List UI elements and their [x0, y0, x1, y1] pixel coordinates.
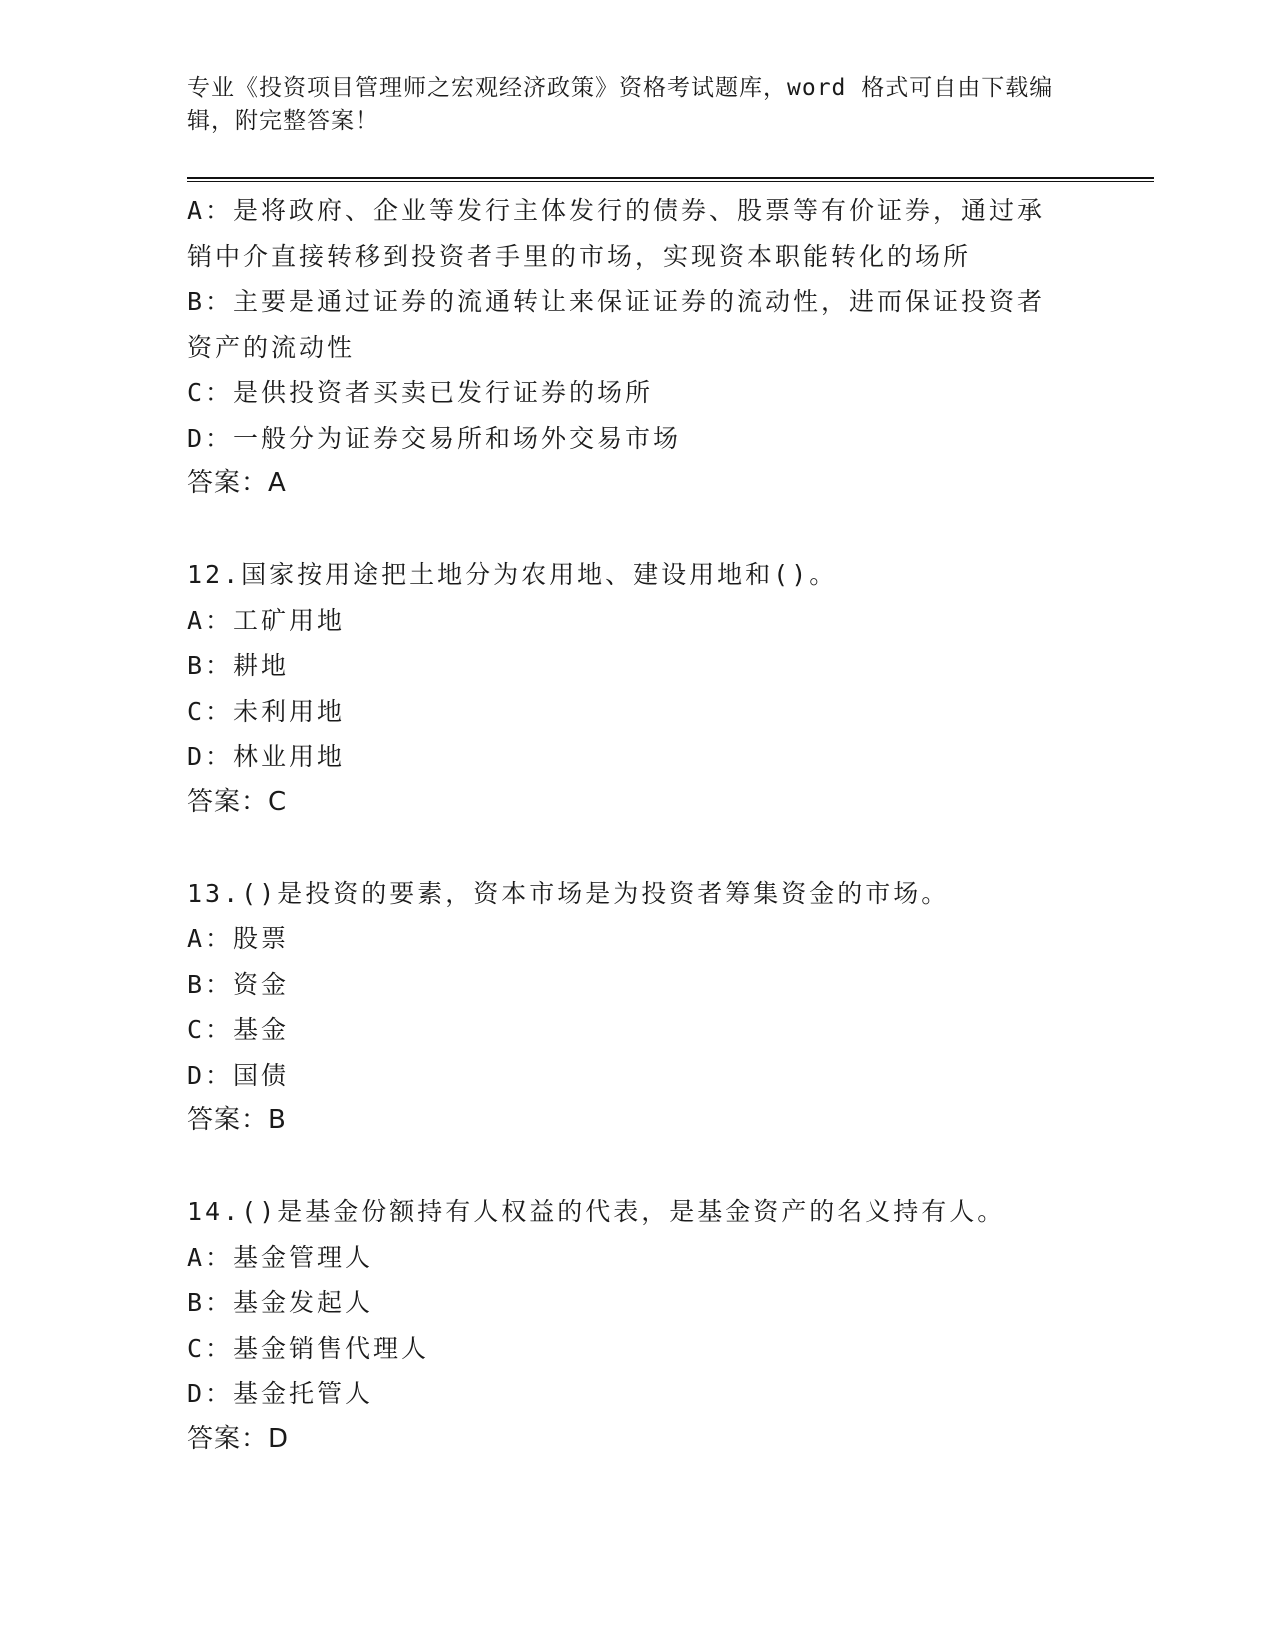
- option-d: D：一般分为证券交易所和场外交易市场: [187, 423, 682, 453]
- option-a: A：股票: [187, 924, 290, 953]
- answer: 答案：D: [187, 1423, 290, 1454]
- option-c: C：基金: [187, 1015, 290, 1044]
- header-line-1: 专业《投资项目管理师之宏观经济政策》资格考试题库，word 格式可自由下载编: [187, 75, 1054, 101]
- spacer: [187, 825, 1087, 871]
- header-line-2: 辑，附完整答案！: [187, 108, 379, 134]
- header-divider: [187, 177, 1154, 182]
- option-a-line-2: 销中介直接转移到投资者手里的市场，实现资本职能转化的场所: [187, 241, 972, 271]
- option-c: C：是供投资者买卖已发行证券的场所: [187, 378, 654, 407]
- question-text: 12.国家按用途把土地分为农用地、建设用地和()。: [187, 560, 838, 589]
- question-text: 14.()是基金份额持有人权益的代表，是基金资产的名义持有人。: [187, 1197, 1006, 1226]
- question-text: 13.()是投资的要素，资本市场是为投资者筹集资金的市场。: [187, 878, 950, 908]
- question-12: [187, 552, 1087, 825]
- option-a-line-1: A：是将政府、企业等发行主体发行的债券、股票等有价证券，通过承: [187, 196, 1046, 225]
- question-14: [187, 1189, 1087, 1462]
- option-b: B：资金: [187, 969, 290, 999]
- spacer: [187, 507, 1087, 553]
- spacer: [187, 1144, 1087, 1190]
- answer: 答案：C: [187, 786, 288, 817]
- option-b: B：耕地: [187, 651, 290, 680]
- option-a: A：工矿用地: [187, 605, 346, 635]
- option-b-line-1: B：主要是通过证券的流通转让来保证证券的流动性，进而保证投资者: [187, 287, 1046, 316]
- option-c: C：基金销售代理人: [187, 1333, 430, 1363]
- option-d: D：林业用地: [187, 742, 346, 771]
- option-b: B：基金发起人: [187, 1288, 374, 1317]
- question-13: [187, 871, 1087, 1144]
- option-c: C：未利用地: [187, 696, 346, 726]
- answer: 答案：B: [187, 1105, 287, 1135]
- option-d: D：基金托管人: [187, 1379, 374, 1408]
- answer: 答案：A: [187, 468, 287, 498]
- option-a: A：基金管理人: [187, 1242, 374, 1272]
- option-b-line-2: 资产的流动性: [187, 332, 356, 362]
- question-11: [187, 188, 1087, 507]
- question-list: [187, 188, 1087, 1462]
- document-header: [187, 72, 1067, 138]
- option-d: D：国债: [187, 1060, 290, 1090]
